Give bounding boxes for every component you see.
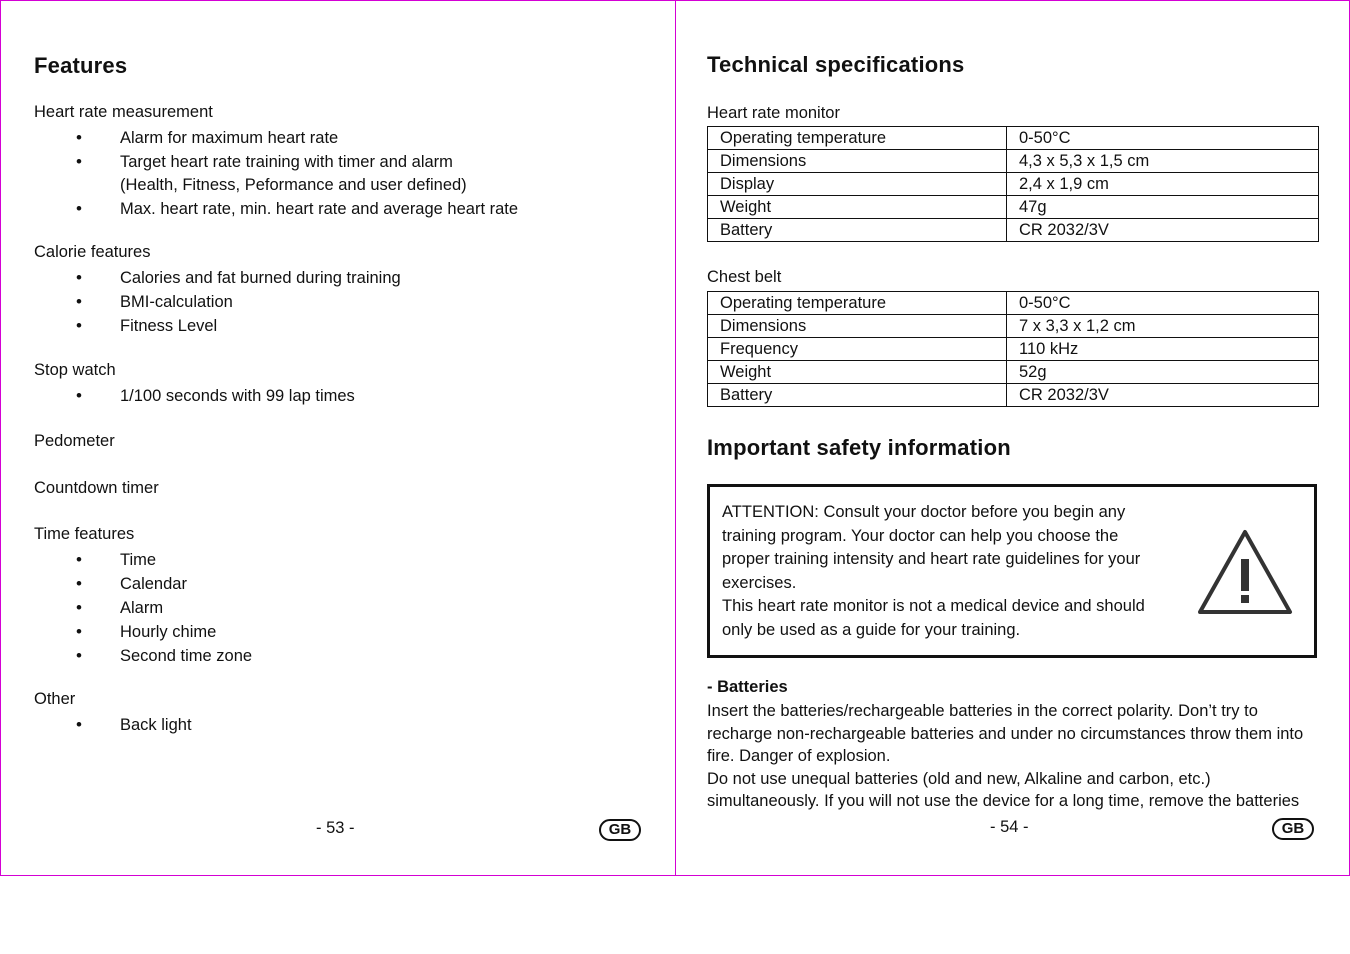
list-item: • BMI-calculation [34,290,401,314]
list-item: • Alarm for maximum heart rate [34,126,518,150]
list-item: • Fitness Level [34,314,401,338]
page-number: - 54 - [990,818,1029,836]
list-item: • Back light [34,713,192,737]
features-title: Features [34,53,128,78]
language-badge: GB [1272,818,1314,840]
batteries-text: Insert the batteries/rechargeable batteries in the correct polarity. Don’t try to recharge non-rechargeable batteries and under no circumstances throw them into fire. Danger of explosion. Do not use unequal batteries (old and new, Alkaline and carbon, etc.) simultaneously. If you will not use the device for a long time, remove the batteries [707,702,1304,810]
list-item: • 1/100 seconds with 99 lap times [34,384,355,408]
left-page [0,0,676,876]
list-item: • Hourly chime [34,620,252,644]
tech-spec-title: Technical specifications [707,52,965,77]
safety-warning-box [707,484,1317,658]
safety-text: ATTENTION: Consult your doctor before you begin any training program. Your doctor can help you choose the proper training intensity and heart rate guidelines for your exercises. This heart rate monitor is not a medical device and should only be used as a guide for your training. [722,503,1145,639]
stop-watch-list [34,384,355,408]
table-row: Dimensions 4,3 x 5,3 x 1,5 cm [708,150,1319,173]
list-item: • Alarm [34,596,252,620]
safety-title: Important safety information [707,435,1011,460]
heading-heart-rate: Heart rate measurement [34,103,213,121]
heart-rate-list [34,126,518,221]
other-list [34,713,192,737]
table-row: Display 2,4 x 1,9 cm [708,173,1319,196]
batteries-heading: - Batteries [707,678,788,696]
list-item: • Time [34,548,252,572]
list-item: • Second time zone [34,644,252,668]
table-row: Weight 52g [708,361,1319,384]
warning-triangle-icon [1196,527,1294,617]
table-row: Operating temperature 0-50°C [708,127,1319,150]
list-item: • Target heart rate training with timer and alarm (Health, Fitness, Peformance and user defined) [34,150,518,197]
heading-time-features: Time features [34,525,135,543]
language-badge: GB [599,819,641,841]
time-features-list [34,548,252,668]
list-item: • Calendar [34,572,252,596]
table-row: Weight 47g [708,196,1319,219]
heading-chest-belt: Chest belt [707,268,782,286]
heading-countdown: Countdown timer [34,479,159,497]
table-row: Dimensions 7 x 3,3 x 1,2 cm [708,315,1319,338]
table-row: Frequency 110 kHz [708,338,1319,361]
heading-calorie: Calorie features [34,243,151,261]
list-item: • Max. heart rate, min. heart rate and average heart rate [34,197,518,221]
calorie-list [34,266,401,338]
table-row: Battery CR 2032/3V [708,384,1319,407]
heading-other: Other [34,690,76,708]
table-row: Battery CR 2032/3V [708,219,1319,242]
heading-stop-watch: Stop watch [34,361,116,379]
hr-monitor-spec-table [707,126,1319,242]
heading-pedometer: Pedometer [34,432,115,450]
chest-belt-spec-table [707,291,1319,407]
page-number: - 53 - [316,819,355,837]
table-row: Operating temperature 0-50°C [708,292,1319,315]
list-item: • Calories and fat burned during training [34,266,401,290]
heading-hr-monitor: Heart rate monitor [707,104,840,122]
